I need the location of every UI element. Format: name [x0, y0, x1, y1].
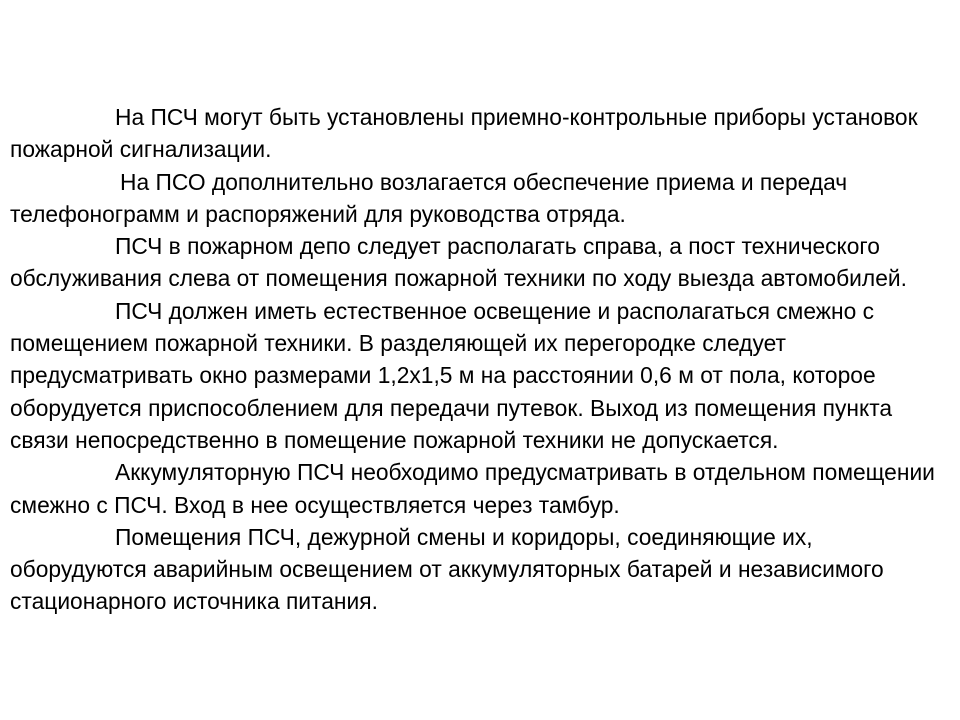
- paragraph-pso-duties: На ПСО дополнительно возлагается обеспечение приема и передач телефонограмм и распоряжений для руководства отряда.: [10, 168, 848, 227]
- paragraph-battery-room: Аккумуляторную ПСЧ необходимо предусматривать в отдельном помещении смежно с ПСЧ. Вход в нее осуществляется через тамбур.: [10, 459, 935, 518]
- slide-text-body: [10, 101, 945, 618]
- paragraph-psch-lighting-window: ПСЧ должен иметь естественное освещение и располагаться смежно с помещением пожарной техники. В разделяющей их перегородке следует предусматривать окно размерами 1,2х1,5 м на расстоянии 0,6 м от пола, которое оборудуется приспособлением для передачи путевок. Выход из помещения пункта связи непосредственно в помещение пожарной техники не допускается.: [10, 297, 893, 453]
- paragraph-psch-devices: На ПСЧ могут быть установлены приемно-контрольные приборы установок пожарной сигнализации.: [10, 104, 918, 163]
- paragraph-psch-location: ПСЧ в пожарном депо следует располагать справа, а пост технического обслуживания слева от помещения пожарной техники по ходу выезда автомобилей.: [10, 233, 907, 292]
- paragraph-emergency-lighting: Помещения ПСЧ, дежурной смены и коридоры, соединяющие их, оборудуются аварийным освещением от аккумуляторных батарей и независимого стационарного источника питания.: [10, 523, 884, 615]
